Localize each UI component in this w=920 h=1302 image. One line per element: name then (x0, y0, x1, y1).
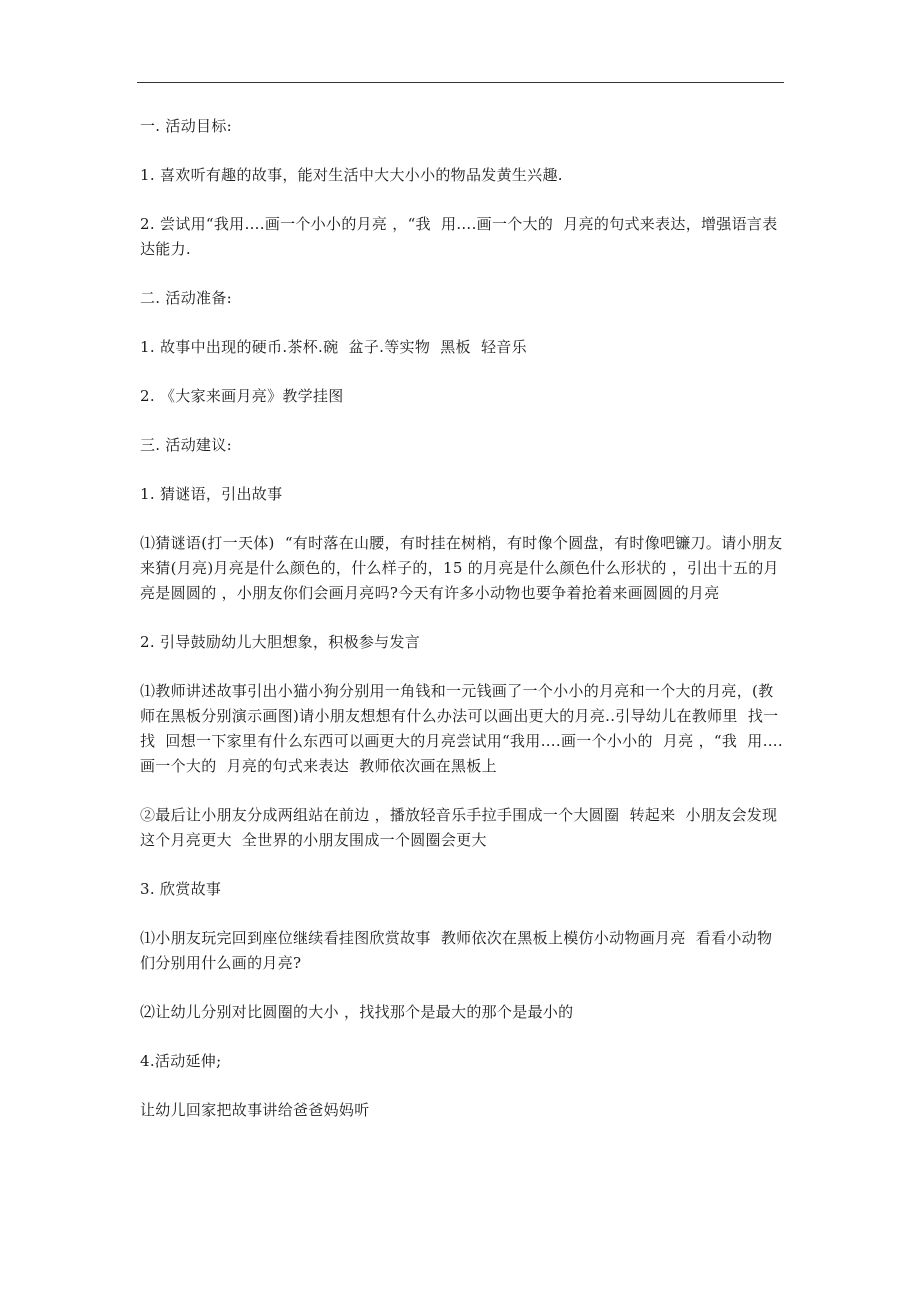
document-body (140, 114, 784, 1147)
suggestion-step-1: 1. 猜谜语，引出故事 (140, 485, 283, 503)
suggestion-step-3: 3. 欣赏故事 (140, 880, 222, 898)
extension-paragraph: 让幼儿回家把故事讲给爸爸妈妈听 (140, 1101, 370, 1119)
goal-item-2: 2. 尝试用“我用….画一个小小的月亮 ，“我 用….画一个大的 月亮的句式来表达，增强语言表达能力. (140, 215, 778, 258)
preparation-item-2: 2. 《大家来画月亮》教学挂图 (140, 387, 344, 405)
story-telling-paragraph: ⑴教师讲述故事引出小猫小狗分别用一角钱和一元钱画了一个小小的月亮和一个大的月亮，(教师在黑板分别演示画图)请小朋友想想有什么办法可以画出更大的月亮..引导幼儿在教师里 找一找 回想一下家里有什么东西可以画更大的月亮尝试用“我用….画一个小小的 月亮 ，“我 用….画一个大的 月亮的句式来表达 教师依次画在黑板上 (140, 682, 783, 775)
compare-circles-paragraph: ⑵让幼儿分别对比圆圈的大小 ，找找那个是最大的那个是最小的 (140, 1003, 574, 1021)
riddle-paragraph: ⑴猜谜语(打一天体) “有时落在山腰，有时挂在树梢，有时像个圆盘，有时像吧镰刀。请小朋友来猜(月亮)月亮是什么颜色的，什么样子的，15 的月亮是什么颜色什么形状的 ，引出十五的月亮是圆圆的 ，小朋友你们会画月亮吗?今天有许多小动物也要争着抢着来画圆圆的月亮 (140, 534, 783, 602)
section-heading-goals: 一. 活动目标: (140, 117, 232, 135)
section-heading-suggestions: 三. 活动建议: (140, 436, 232, 454)
circle-game-paragraph: ②最后让小朋友分成两组站在前边 ，播放轻音乐手拉手围成一个大圆圈 转起来 小朋友会发现这个月亮更大 全世界的小朋友围成一个圆圈会更大 (140, 806, 778, 849)
section-heading-extension: 4.活动延伸; (140, 1052, 222, 1070)
section-heading-preparation: 二. 活动准备: (140, 289, 232, 307)
header-rule (137, 82, 784, 83)
suggestion-step-2: 2. 引导鼓励幼儿大胆想象，积极参与发言 (140, 633, 421, 651)
preparation-item-1: 1. 故事中出现的硬币.茶杯.碗 盆子.等实物 黑板 轻音乐 (140, 338, 527, 356)
goal-item-1: 1. 喜欢听有趣的故事，能对生活中大大小小的物品发黄生兴趣. (140, 166, 563, 184)
appreciate-story-paragraph: ⑴小朋友玩完回到座位继续看挂图欣赏故事 教师依次在黑板上模仿小动物画月亮 看看小动物们分别用什么画的月亮? (140, 929, 773, 972)
